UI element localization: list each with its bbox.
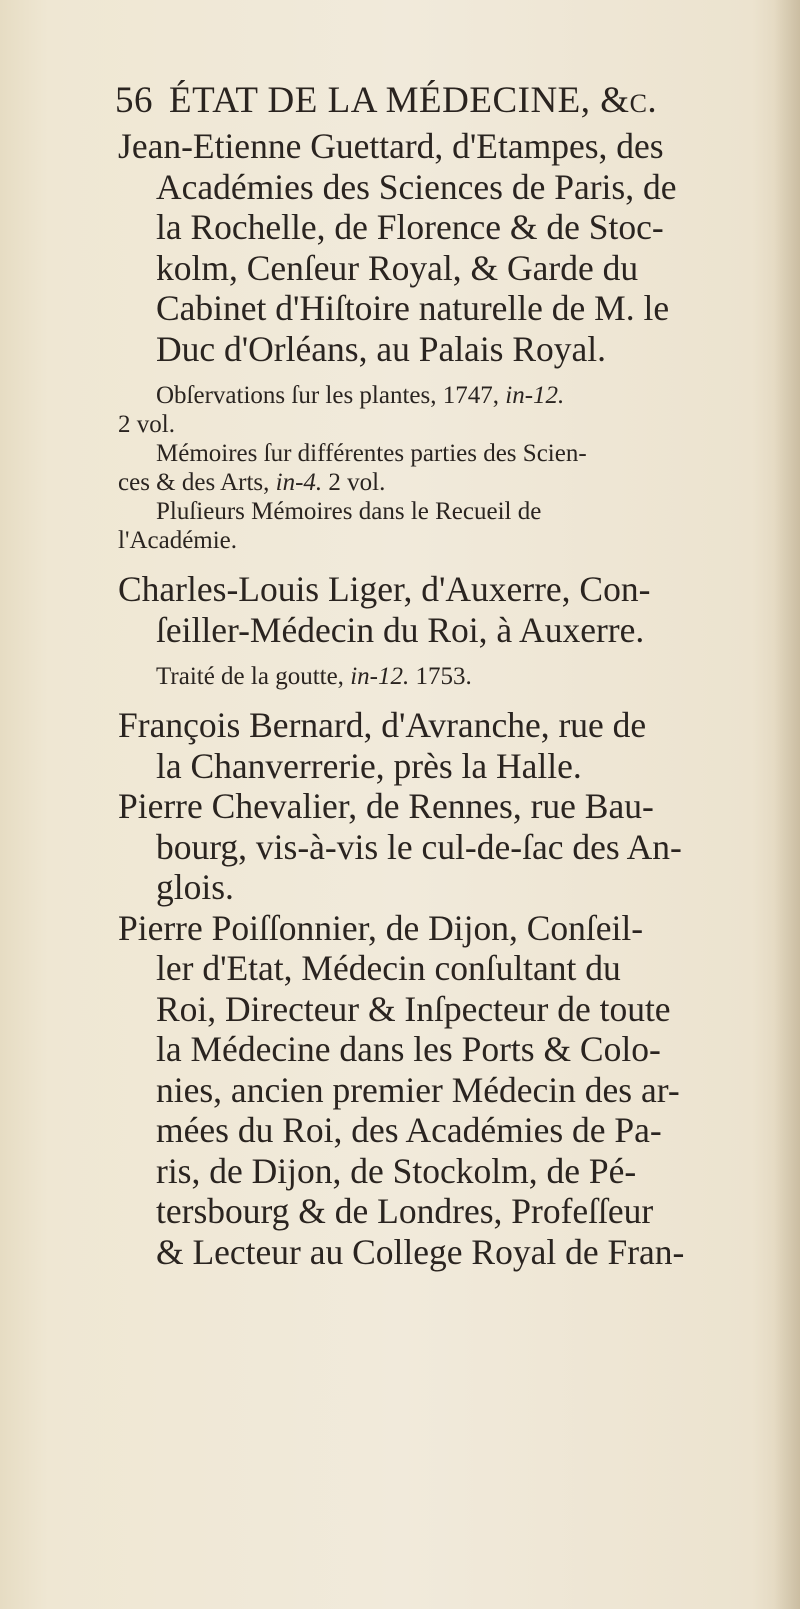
works-guettard (118, 381, 770, 555)
entry-line: la Médecine dans les Ports & Colo- (156, 1029, 661, 1069)
entry-line: Pierre Poiſſonnier, de Dijon, Conſeil- (118, 907, 644, 948)
page-content (115, 76, 770, 1272)
page-number: 56 (115, 80, 153, 121)
work-line: Pluſieurs Mémoires dans le Recueil de (156, 498, 542, 525)
running-title: ÉTAT DE LA MÉDECINE, &c. (169, 80, 658, 121)
entry-line: Jean-Etienne Guettard, d'Etampes, des (118, 126, 664, 166)
entry-line: bourg, vis-à-vis le cul-de-ſac des An- (156, 826, 682, 867)
page-gutter-shadow (774, 0, 800, 1609)
entry-line: Roi, Directeur & Inſpecteur de toute (156, 988, 671, 1029)
entry-line: tersbourg & de Londres, Profeſſeur (156, 1191, 654, 1231)
entry-line: & Lecteur au College Royal de Fran- (156, 1231, 685, 1272)
entry-guettard (118, 126, 770, 369)
entry-line: ris, de Dijon, de Stockolm, de Pé- (156, 1150, 637, 1191)
work-line: Mémoires ſur différentes parties des Scien- (156, 440, 587, 467)
work-line: l'Académie. (118, 527, 238, 554)
entry-liger (118, 569, 770, 650)
entry-line: nies, ancien premier Médecin des ar- (156, 1069, 680, 1110)
entry-line: la Rochelle, de Florence & de Stoc- (156, 207, 664, 247)
running-header (115, 76, 770, 126)
work-line: 2 vol. (118, 411, 175, 438)
work-line: Traité de la goutte, in-12. 1753. (156, 663, 472, 690)
work-line: Obſervations ſur les plantes, 1747, in-12. (156, 382, 565, 409)
entry-bernard (118, 705, 770, 786)
entry-line: Duc d'Orléans, au Palais Royal. (156, 328, 607, 369)
entry-line: Charles-Louis Liger, d'Auxerre, Con- (118, 569, 651, 609)
entry-line: Pierre Chevalier, de Rennes, rue Bau- (118, 786, 654, 826)
entry-line: la Chanverrerie, près la Halle. (156, 745, 582, 786)
entry-line: ſeiller-Médecin du Roi, à Auxerre. (156, 609, 645, 650)
entry-line: mées du Roi, des Académies de Pa- (156, 1110, 662, 1150)
work-line: ces & des Arts, in-4. 2 vol. (118, 469, 386, 496)
entry-line: kolm, Cenſeur Royal, & Garde du (156, 247, 639, 288)
entry-line: Académies des Sciences de Paris, de (156, 166, 677, 207)
entry-chevalier (118, 786, 770, 908)
works-liger (118, 662, 770, 691)
entry-line: glois. (156, 867, 234, 907)
entry-poissonnier (118, 908, 770, 1273)
entry-line: ler d'Etat, Médecin conſultant du (156, 948, 621, 988)
entry-line: Cabinet d'Hiſtoire naturelle de M. le (156, 288, 670, 328)
entry-line: François Bernard, d'Avranche, rue de (118, 705, 647, 745)
